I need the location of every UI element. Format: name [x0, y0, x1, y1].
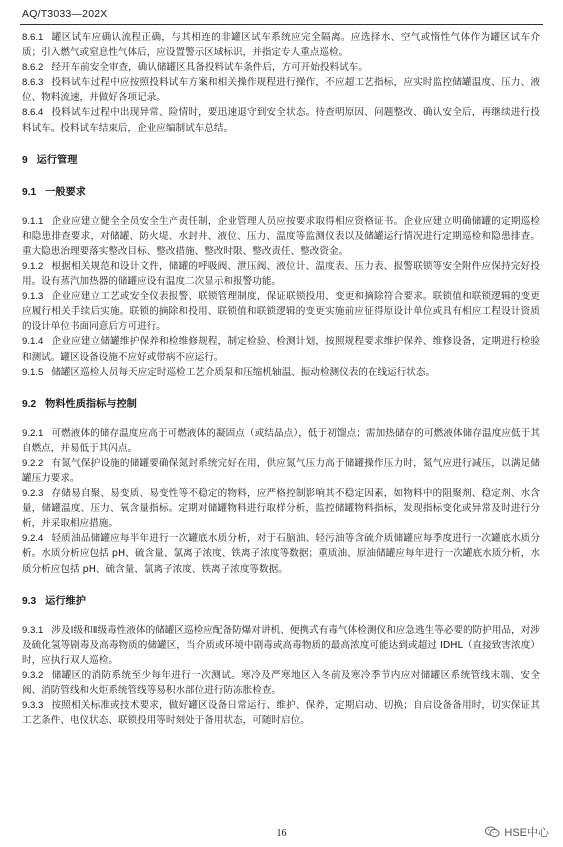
- clause-paragraph: [22, 105, 540, 135]
- clause-number: 9.2: [22, 398, 37, 410]
- clause-number: 9.1: [22, 186, 37, 198]
- clause-text: 按照相关标准或技术要求，做好罐区设备日常运行、维护、保养，定期启动、切换；自启设备备用时，切实保证其工艺条件、电仪状态、联锁投用等时刻处于备用状态，可随时启位。: [22, 700, 540, 727]
- clause-number: 8.6.3: [22, 77, 44, 89]
- clause-number: 8.6.4: [22, 107, 44, 119]
- clause-paragraph: [22, 365, 540, 380]
- clause-text: 一般要求: [45, 186, 86, 198]
- header-divider: [20, 24, 543, 25]
- clause-paragraph: [22, 334, 540, 364]
- clause-number: 9.2.3: [22, 488, 44, 500]
- clause-text: 运行维护: [45, 595, 86, 607]
- clause-paragraph: [22, 623, 540, 668]
- clause-text: 企业应建立储罐维护保养和检维修规程，制定检验、检测计划，按照规程要求维护保养、维修设备，定期进行检验和测试。罐区设备设施不应好或带病不应运行。: [22, 336, 540, 363]
- clause-paragraph: [22, 289, 540, 334]
- clause-text: 企业应建立健全全员安全生产责任制，企业管理人员应按要求取得相应资格证书。企业应建立明确储罐的定期巡检和隐患排查要求，对储罐、防火堤、水封井、液位、压力、温度等监测仪表以及储罐运行情况进行定期巡检和隐患排查。重大隐患治理要落实整改目标、整改措施、整改时限、整改责任、整改资金。: [22, 215, 540, 257]
- clause-number: 9.3.3: [22, 700, 44, 712]
- clause-paragraph: [22, 30, 540, 60]
- wechat-icon: [485, 826, 500, 838]
- clause-text: 企业应建立工艺或安全仪表报警、联锁管理制度，保证联锁投用、变更和摘除符合要求。联锁值和联锁逻辑的变更应履行相关手续后实施。联锁的摘除和投用、联锁值和联锁逻辑的变更实施前应征得原设计单位或具有相应工程设计资质的设计单位书面同意后方可进行。: [22, 291, 540, 333]
- clause-paragraph: [22, 668, 540, 698]
- clause-text: 轻质油品储罐应每半年进行一次罐底水质分析，对于石脑油、轻污油等含硫介质储罐应每季度进行一次罐底水质分析。水质分析应包括 pH、硫含量、氯离子浓度、铁离子浓度等数据；重质油、原油储罐应每年进行一次罐底水质分析，水质分析应包括 pH、硫含量、氯离子浓度、铁离子浓度等数据。: [22, 533, 540, 575]
- clause-number: 9.1.2: [22, 260, 44, 272]
- clause-number: 9.3: [22, 595, 37, 607]
- clause-paragraph: [22, 456, 540, 486]
- clause-text: 储罐区巡检人员每天应定时巡检工艺介质泵和压缩机轴温、振动检测仪表的在线运行状态。: [51, 366, 436, 378]
- clause-text: 运行管理: [36, 154, 78, 166]
- clause-paragraph: [22, 426, 540, 456]
- clause-paragraph: [22, 75, 540, 105]
- clause-number: 8.6.1: [22, 32, 44, 43]
- doc-code-header: AQ/T3033—202X: [22, 8, 108, 20]
- clause-text: 投料试车过程中应按照投料试车方案和相关操作规程进行操作，不应超工艺指标，应实时监控储罐温度、压力、液位、物料流速，并做好各项记录。: [22, 77, 540, 104]
- clause-text: 存储易自聚、易变质、易变性等不稳定的物料，应严格控制影响其不稳定因素，如物料中的阻聚剂、稳定剂、水含量，储罐温度、压力、氧含量指标。定期对储罐物料进行取样分析，监控储罐物料指标，发现指标变化或异常及时进行分析，并采取相应措施。: [22, 488, 540, 530]
- clause-paragraph: [22, 60, 540, 75]
- clause-text: 物料性质指标与控制: [45, 398, 137, 410]
- document-body: [22, 30, 540, 728]
- clause-number: 9.1.1: [22, 215, 44, 227]
- clause-number: 9.1.5: [22, 366, 44, 378]
- watermark: [485, 824, 549, 840]
- clause-text: 经开车前安全审查，确认储罐区具备投料试车条件后，方可开始投料试车。: [51, 62, 368, 74]
- clause-paragraph: [22, 259, 540, 289]
- section-gap: [22, 200, 540, 214]
- section-gap: [22, 577, 540, 594]
- page-number: 16: [276, 828, 287, 839]
- clause-text: 根据相关规范和设计文件，储罐的呼吸阀、泄压阀、液位计、温度表、压力表、报警联锁等安全附件应保持完好投用。设有蒸汽加热器的储罐应设有温度二次显示和报警功能。: [22, 260, 540, 288]
- section-gap: [22, 380, 540, 397]
- clause-number: 9.1.4: [22, 336, 44, 348]
- clause-paragraph: [22, 486, 540, 531]
- section-gap: [22, 168, 540, 185]
- section-heading: [22, 185, 540, 200]
- section-gap: [22, 136, 540, 153]
- clause-number: 9.2.2: [22, 457, 44, 469]
- clause-text: 可燃液体的储存温度应高于可燃液体的凝固点（或结晶点），低于初馏点；需加热储存的可燃液体储存温度应低于其自燃点，并易低于其闪点。: [22, 427, 540, 454]
- watermark-text: HSE中心: [504, 827, 549, 839]
- clause-paragraph: [22, 214, 540, 259]
- section-heading: [22, 594, 540, 609]
- clause-number: 9.1.3: [22, 291, 44, 303]
- clause-number: 9.2.1: [22, 427, 44, 439]
- clause-text: 罐区试车应确认流程正确，与其相连的非罐区试车系统应完全隔离。应选择水、空气或惰性气体作为罐区试车介质；引入燃气或窒息性气体后，应设置警示区域标识，并指定专人重点巡检。: [22, 32, 540, 59]
- clause-text: 有氮气保护设施的储罐要确保氮封系统完好在用，供应氮气压力高于储罐操作压力时，氮气应进行减压，以满足储罐压力要求。: [22, 457, 540, 484]
- clause-paragraph: [22, 531, 540, 576]
- clause-number: 9.2.4: [22, 533, 44, 545]
- clause-text: 涉及Ⅰ级和Ⅱ级毒性液体的储罐区巡检应配备防爆对讲机、便携式有毒气体检测仪和应急逃生等必要的防护用品，对涉及硫化氢等剧毒及高毒物质的储罐区，当介质或环境中剧毒或高毒物质的最高浓度可能达到或超过 IDHL（直接致害浓度）时，应执行双人巡检。: [22, 624, 540, 666]
- clause-number: 8.6.2: [22, 62, 44, 74]
- section-heading: [22, 153, 540, 168]
- clause-text: 储罐区的消防系统至少每年进行一次测试。寒冷及严寒地区入冬前及寒冷季节内应对储罐区系统管线末端、安全阀、消防管线和火炬系统管线等易积水部位进行防冻胀检查。: [22, 669, 540, 696]
- section-gap: [22, 609, 540, 623]
- clause-number: 9.3.2: [22, 669, 44, 681]
- section-gap: [22, 412, 540, 426]
- clause-text: 投料试车过程中出现异常、险情时，要迅速退守到安全状态。待查明原因、问题整改、确认安全后，再继续进行投料试车。投料试车结束后，企业应编制试车总结。: [22, 107, 540, 134]
- clause-number: 9: [22, 154, 28, 166]
- clause-paragraph: [22, 698, 540, 728]
- section-heading: [22, 397, 540, 412]
- clause-number: 9.3.1: [22, 624, 44, 636]
